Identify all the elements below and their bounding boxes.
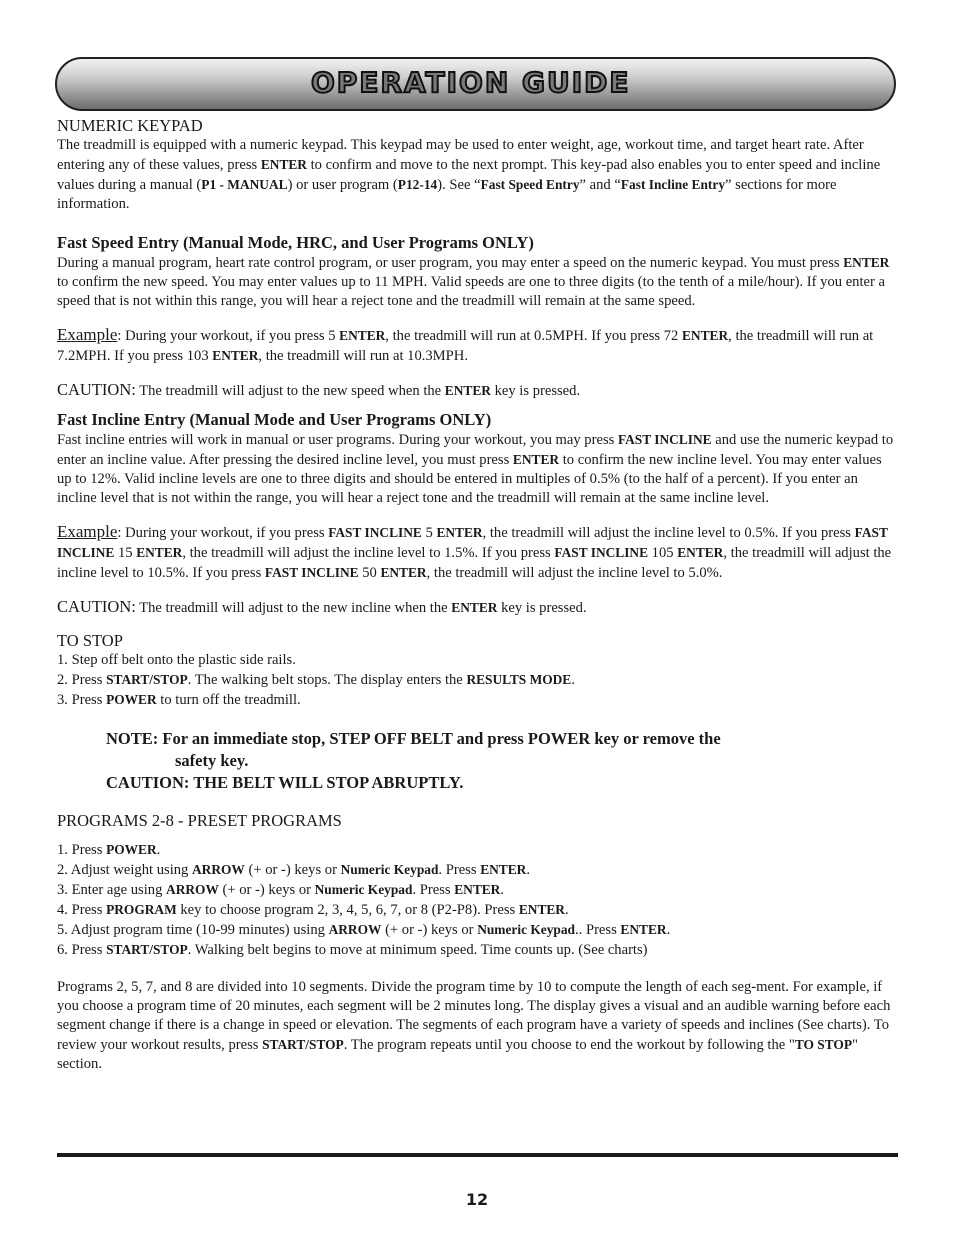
text: to confirm and move to the next prompt. This key-pad also enables you to enter speed and incline values during a manual (: [57, 157, 881, 193]
list-item: [57, 920, 899, 940]
text: .: [564, 902, 569, 918]
text: . Press: [412, 882, 455, 898]
text: .: [526, 862, 530, 878]
key-label: POWER: [106, 842, 157, 857]
list-item: [57, 670, 899, 690]
key-label: ENTER: [451, 600, 498, 615]
key-label: Numeric Keypad: [477, 922, 576, 937]
list-item: [57, 900, 899, 920]
key-label: POWER: [106, 692, 157, 707]
text: 5: [421, 525, 437, 541]
paragraph: [57, 136, 899, 214]
section-heading: Fast Speed Entry (Manual Mode, HRC, and User Programs ONLY): [57, 233, 534, 252]
text: (+ or -) keys or: [218, 882, 315, 898]
text: 2. Press: [57, 672, 107, 688]
key-label: PROGRAM: [106, 902, 177, 917]
text: : During your workout, if you press 5: [117, 328, 340, 344]
program-steps: [57, 840, 899, 960]
text: ). See “: [437, 177, 481, 193]
key-label: ENTER: [339, 328, 386, 343]
key-label: START/STOP: [106, 672, 188, 687]
key-label: ENTER: [480, 862, 527, 877]
example-label: Example: [57, 522, 118, 541]
text: The treadmill is equipped with a numeric keypad. This keypad may be used to enter weight, age, workout time, and target heart rate. After entering any of these values, press: [57, 137, 864, 173]
caution-label: CAUTION:: [57, 597, 136, 616]
key-label: FAST INCLINE: [328, 525, 422, 540]
section-heading: PROGRAMS 2-8 - PRESET PROGRAMS: [57, 811, 342, 830]
text: .. Press: [575, 922, 621, 938]
key-label: ENTER: [518, 902, 565, 917]
text: The treadmill will adjust to the new speed when the: [135, 383, 445, 399]
caution-text: CAUTION: THE BELT WILL STOP ABRUPTLY.: [106, 773, 464, 792]
text: 3. Press: [57, 692, 107, 708]
key-label: ARROW: [328, 922, 382, 937]
key-label: FAST INCLINE: [617, 432, 712, 447]
text: key is pressed.: [497, 600, 587, 616]
key-label: ENTER: [380, 565, 427, 580]
text: . Press: [438, 862, 481, 878]
key-label: ENTER: [677, 545, 724, 560]
page-title: OPERATION GUIDE: [311, 66, 631, 99]
section-fast-speed: [57, 232, 899, 401]
text: , the treadmill will run at 10.3MPH.: [258, 348, 468, 364]
text: 15: [114, 545, 137, 561]
text: 2. Adjust weight using: [57, 862, 192, 878]
key-label: ENTER: [444, 383, 491, 398]
section-fast-incline: [57, 409, 899, 618]
text: 50: [358, 565, 381, 581]
text: 4. Press: [57, 902, 107, 918]
text: . The program repeats until you choose to end the workout by following the ": [343, 1037, 795, 1053]
key-label: FAST INCLINE: [57, 525, 888, 560]
list-item: [57, 940, 899, 960]
key-label: ARROW: [166, 882, 219, 897]
text: 1. Press: [57, 842, 107, 858]
example-label: Example: [57, 325, 118, 344]
text: and use the numeric keypad to enter an incline value. After pressing the desired incline level, you must press: [57, 432, 894, 468]
key-label: START/STOP: [262, 1037, 344, 1052]
text: 1. Step off belt onto the plastic side rails.: [57, 652, 296, 668]
text: The treadmill will adjust to the new incline when the: [135, 600, 452, 616]
caution-label: CAUTION:: [57, 380, 136, 399]
text: to turn off the treadmill.: [156, 692, 301, 708]
key-label: ENTER: [454, 882, 501, 897]
text: , the treadmill will run at 7.2MPH. If you press 103: [57, 328, 874, 364]
text: ” sections for more information.: [57, 177, 837, 212]
footer-rule: [57, 1153, 898, 1157]
key-label: FAST INCLINE: [554, 545, 649, 560]
page-number: 12: [465, 1190, 489, 1209]
header-banner: [55, 57, 896, 111]
text: to confirm the new incline level. You may enter values up to 12%. Valid incline levels are one to three digits and should be entered in multiples of 0.5% (to the half of a percent). If you enter an incline level that is not within the range, you will hear a reject tone and the treadmill will remain at the same incline level.: [57, 452, 882, 506]
key-label: Numeric Keypad: [340, 862, 439, 877]
note-text: safety key.: [175, 751, 249, 770]
section-heading: Fast Incline Entry (Manual Mode and User Programs ONLY): [57, 410, 492, 429]
text: .: [571, 672, 575, 688]
key-label: ENTER: [260, 157, 307, 172]
text: , the treadmill will adjust the incline level to 5.0%.: [426, 565, 723, 581]
example-paragraph: [57, 325, 899, 366]
key-label: TO STOP: [794, 1037, 853, 1052]
key-label: ENTER: [436, 525, 483, 540]
text: to confirm the new speed. You may enter values up to 11 MPH. Valid speeds are one to three digits (to the tenth of a mile/hour). If you enter a speed that is not within this range, you will hear a reject tone and the treadmill will remain at the same speed.: [57, 274, 886, 309]
list-item: [57, 651, 899, 670]
note-text: NOTE: For an immediate stop, STEP OFF BELT and press POWER key or remove the: [106, 729, 721, 748]
key-label: P12-14: [397, 177, 438, 192]
text: 5. Adjust program time (10-99 minutes) using: [57, 922, 329, 938]
text: Programs 2, 5, 7, and 8 are divided into 10 segments. Divide the program time by 10 to compute the length of each seg-ment. For example, if you choose a program time of 20 minutes, each segment will be 2 minutes long. The display gives a visual and an audible warning before each segment change if there is a change in speed or elevation. The segments of each program have a variety of speeds and inclines (See charts). To review your workout results, press: [57, 979, 891, 1053]
text: (+ or -) keys or: [381, 922, 478, 938]
section-to-stop: [57, 630, 899, 794]
list-item: [57, 690, 899, 710]
key-label: P1 - MANUAL: [201, 177, 288, 192]
text: Fast incline entries will work in manual or user programs. During your workout, you may press: [57, 432, 618, 448]
text: key is pressed.: [490, 383, 581, 399]
key-label: RESULTS MODE: [466, 672, 572, 687]
text: " section.: [57, 1037, 858, 1072]
paragraph: [57, 430, 899, 508]
list-item: [57, 840, 899, 860]
section-numeric-keypad: [57, 115, 899, 214]
text: .: [156, 842, 161, 858]
key-label: ENTER: [136, 545, 183, 560]
caution-paragraph: [57, 380, 899, 401]
text: . Walking belt begins to move at minimum speed. Time counts up. (See charts): [187, 942, 648, 958]
page-content: [57, 115, 899, 1074]
text: ) or user program (: [287, 177, 398, 193]
text: (+ or -) keys or: [244, 862, 341, 878]
paragraph: [57, 253, 899, 311]
key-label: ENTER: [843, 255, 890, 270]
text: 105: [648, 545, 678, 561]
key-label: ENTER: [212, 348, 259, 363]
key-label: ARROW: [192, 862, 245, 877]
key-label: ENTER: [620, 922, 667, 937]
paragraph: [57, 978, 899, 1074]
key-label: Numeric Keypad: [314, 882, 413, 897]
section-programs: [57, 810, 899, 1074]
key-label: FAST INCLINE: [264, 565, 359, 580]
stop-steps: [57, 651, 899, 710]
key-label: Fast Incline Entry: [620, 177, 726, 192]
text: . The walking belt stops. The display enters the: [187, 672, 467, 688]
text: : During your workout, if you press: [117, 525, 329, 541]
text: 6. Press: [57, 942, 107, 958]
text: , the treadmill will adjust the incline level to 10.5%. If you press: [57, 545, 892, 581]
key-label: Fast Speed Entry: [480, 177, 580, 192]
text: During a manual program, heart rate control program, or user program, you may enter a speed on the numeric keypad. You must press: [57, 255, 844, 271]
note-block: [106, 728, 899, 794]
section-heading: TO STOP: [57, 631, 123, 650]
section-heading: NUMERIC KEYPAD: [57, 116, 203, 135]
text: ” and “: [579, 177, 621, 193]
key-label: START/STOP: [106, 942, 188, 957]
text: .: [666, 922, 671, 938]
text: , the treadmill will adjust the incline level to 1.5%. If you press: [182, 545, 555, 561]
text: .: [500, 882, 505, 898]
list-item: [57, 860, 899, 880]
text: key to choose program 2, 3, 4, 5, 6, 7, or 8 (P2-P8). Press: [176, 902, 519, 918]
text: , the treadmill will run at 0.5MPH. If you press 72: [385, 328, 682, 344]
caution-paragraph: [57, 597, 899, 618]
text: , the treadmill will adjust the incline level to 0.5%. If you press: [482, 525, 855, 541]
key-label: ENTER: [512, 452, 560, 467]
key-label: ENTER: [682, 328, 729, 343]
list-item: [57, 880, 899, 900]
text: 3. Enter age using: [57, 882, 167, 898]
example-paragraph: [57, 522, 899, 583]
